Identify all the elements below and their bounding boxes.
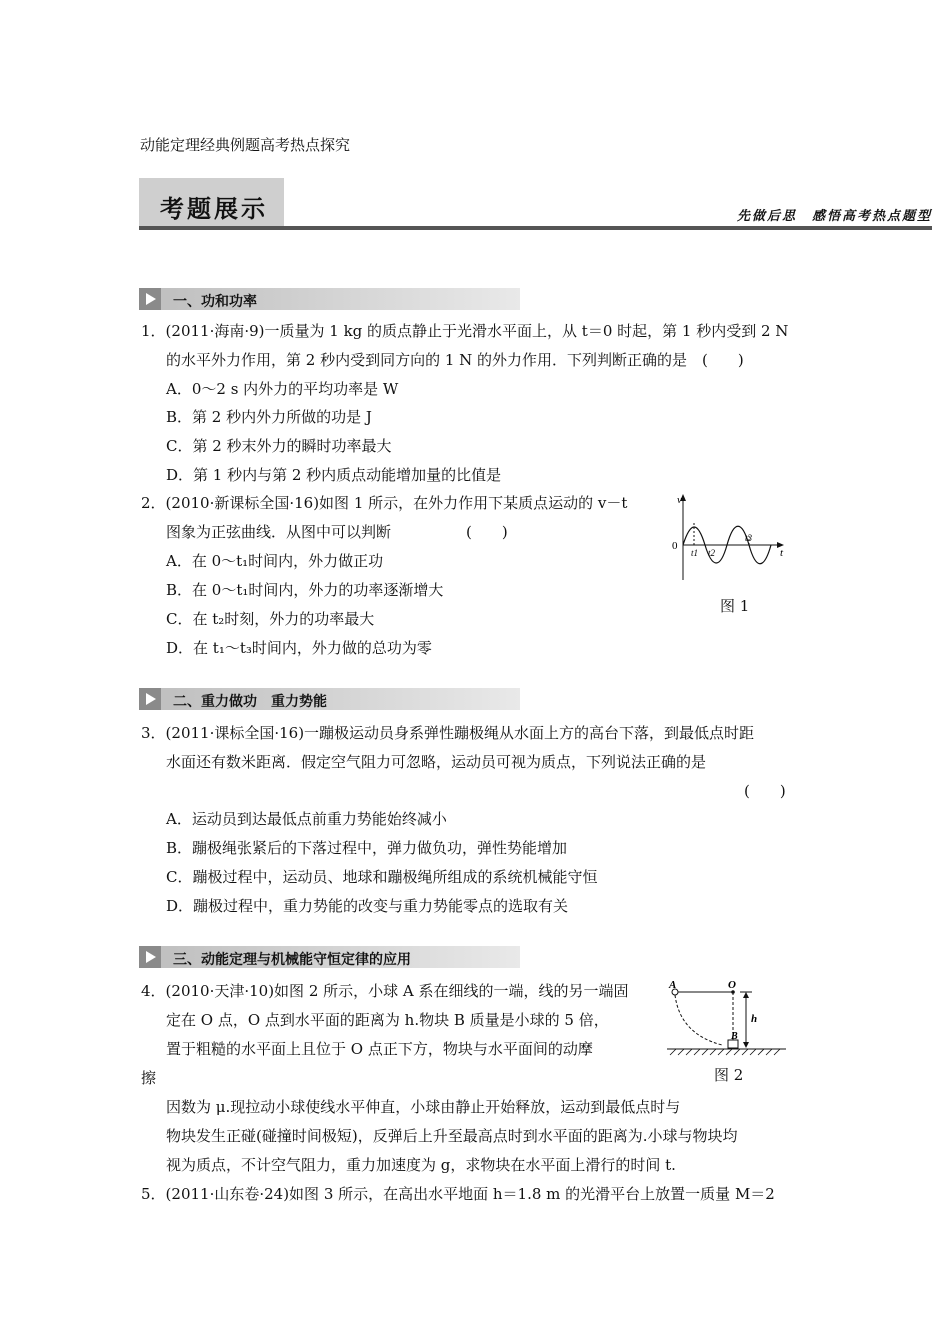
- question-4-line-1: 4．(2010·天津·10)如图 2 所示，小球 A 系在细线的一端，线的另一端固: [141, 982, 629, 1000]
- question-2-option-b: B．在 0～t₁时间内，外力的功率逐渐增大: [166, 581, 444, 599]
- question-2-option-d: D．在 t₁～t₃时间内，外力做的总功为零: [166, 639, 432, 657]
- document-title: 动能定理经典例题高考热点探究: [140, 136, 351, 154]
- figure-1-vt-graph: [668, 490, 788, 585]
- figure-2-caption: 图 2: [714, 1066, 744, 1084]
- question-4-line-5: 因数为 μ.现拉动小球使线水平伸直，小球由静止开始释放，运动到最低点时与: [166, 1098, 681, 1116]
- tick-label-t3: t3: [745, 533, 753, 543]
- section-label: 二、重力做功 重力势能: [173, 694, 327, 710]
- question-1-option-b: B．第 2 秒内外力所做的功是 J: [166, 408, 372, 426]
- axis-label-v: v: [677, 494, 682, 506]
- label-o: O: [728, 979, 736, 991]
- question-3-answer-paren: ( ): [744, 782, 786, 800]
- play-arrow-icon: [139, 288, 161, 310]
- question-3-option-a: A．运动员到达最低点前重力势能始终减小: [166, 810, 447, 828]
- question-5-line-1: 5．(2011·山东卷·24)如图 3 所示，在高出水平地面 h＝1.8 m 的光滑平台上放置一质量 M＝2: [141, 1185, 775, 1203]
- banner-rule: [139, 226, 932, 230]
- tick-label-t1: t1: [691, 548, 699, 558]
- section-label: 三、动能定理与机械能守恒定律的应用: [173, 952, 411, 968]
- question-2-option-c: C．在 t₂时刻，外力的功率最大: [166, 610, 375, 628]
- question-2-line-2: 图象为正弦曲线．从图中可以判断 ( ): [166, 523, 508, 541]
- section-header: [139, 288, 520, 310]
- question-4-line-3: 置于粗糙的水平面上且位于 O 点正下方，物块与水平面间的动摩: [166, 1040, 593, 1058]
- question-1-option-a: A．0～2 s 内外力的平均功率是 W: [166, 380, 399, 398]
- question-4-line-4: 擦: [141, 1069, 157, 1087]
- question-2-option-a: A．在 0～t₁时间内，外力做正功: [166, 552, 384, 570]
- axis-label-t: t: [780, 547, 784, 559]
- question-3-option-b: B．蹦极绳张紧后的下落过程中，弹力做负功，弹性势能增加: [166, 839, 568, 857]
- question-3-option-d: D．蹦极过程中，重力势能的改变与重力势能零点的选取有关: [166, 897, 569, 915]
- origin-label: 0: [672, 540, 678, 552]
- tick-label-t2: t2: [708, 548, 716, 558]
- section-header: [139, 688, 520, 710]
- label-h: h: [751, 1013, 758, 1025]
- question-4-line-7: 视为质点，不计空气阻力，重力加速度为 g，求物块在水平面上滑行的时间 t.: [166, 1156, 676, 1174]
- figure-1-caption: 图 1: [720, 597, 750, 615]
- figure-2-pendulum-diagram: [662, 978, 790, 1058]
- question-1-line-2: 的水平外力作用，第 2 秒内受到同方向的 1 N 的外力作用．下列判断正确的是 ( ): [166, 351, 744, 369]
- label-a: A: [669, 979, 677, 991]
- play-arrow-icon: [139, 946, 161, 968]
- question-2-line-1: 2．(2010·新课标全国·16)如图 1 所示，在外力作用下某质点运动的 v－t: [141, 494, 628, 512]
- section-header: [139, 946, 520, 968]
- question-4-line-2: 定在 O 点，O 点到水平面的距离为 h.物块 B 质量是小球的 5 倍，: [166, 1011, 609, 1029]
- question-1-option-c: C．第 2 秒末外力的瞬时功率最大: [166, 437, 392, 455]
- banner-title: 考题展示: [160, 195, 268, 223]
- question-3-line-2: 水面还有数米距离．假定空气阻力可忽略，运动员可视为质点，下列说法正确的是: [166, 753, 707, 771]
- question-3-line-1: 3．(2011·课标全国·16)一蹦极运动员身系弹性蹦极绳从水面上方的高台下落，到最低点时距: [141, 724, 755, 742]
- question-3-option-c: C．蹦极过程中，运动员、地球和蹦极绳所组成的系统机械能守恒: [166, 868, 598, 886]
- section-label: 一、功和功率: [173, 294, 257, 310]
- label-b: B: [731, 1031, 738, 1042]
- question-1-option-d: D．第 1 秒内与第 2 秒内质点动能增加量的比值是: [166, 466, 502, 484]
- question-4-line-6: 物块发生正碰(碰撞时间极短)，反弹后上升至最高点时到水平面的距离为.小球与物块均: [166, 1127, 738, 1145]
- question-1-line-1: 1．(2011·海南·9)一质量为 1 kg 的质点静止于光滑水平面上，从 t＝0 时起，第 1 秒内受到 2 N: [141, 322, 789, 340]
- banner-subtitle: 先做后思 感悟高考热点题型: [736, 209, 932, 224]
- play-arrow-icon: [139, 688, 161, 710]
